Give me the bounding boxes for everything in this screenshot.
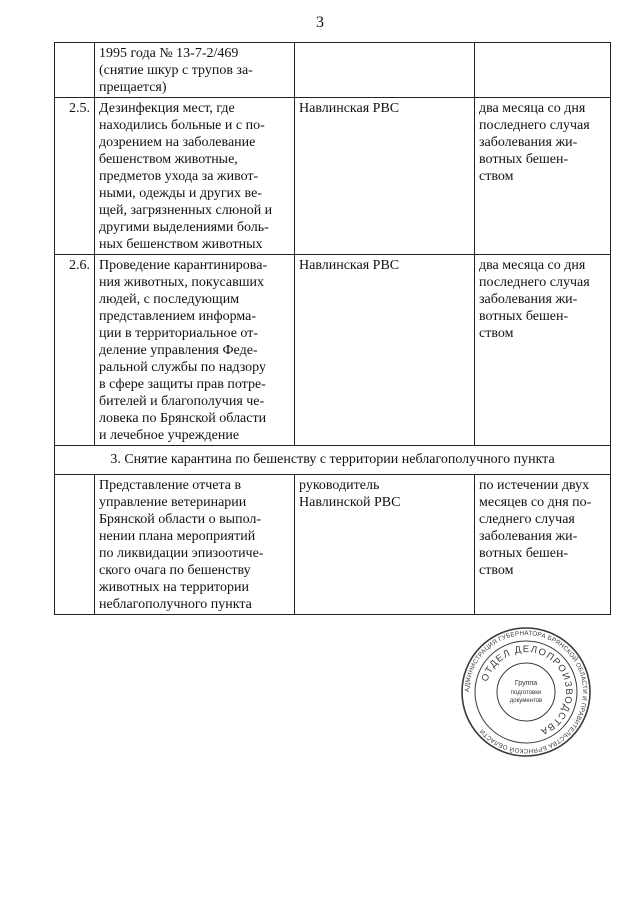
deadline-cell: по истечении двух месяцев со дня по- следнего случая заболевания жи- вотных бешен- ством	[475, 475, 611, 615]
page-number: 3	[316, 14, 324, 31]
table-row	[55, 255, 611, 446]
stamp-center-line-1: Группа	[514, 680, 538, 687]
table-row	[55, 43, 611, 98]
responsible-cell: Навлинская РВС	[295, 98, 475, 255]
measure-cell: Дезинфекция мест, где находились больные и с по- дозрением на заболевание бешенством животные, предметов ухода за живот- ными, одежды и других ве- щей, загрязненных слюной и другими выделениями боль- ных бешенством животных	[95, 98, 295, 255]
table-row	[55, 98, 611, 255]
measure-cell: Проведение карантинирова- ния животных, покусавших людей, с последующим представлением информа- ции в территориальное от- деление управления Феде- ральной службы по надзору в сфере защиты прав потре- бителей и благополучия че- ловека по Брянской области и лечебное учреждение	[95, 255, 295, 446]
measure-cell: Представление отчета в управление ветеринарии Брянской области о выпол- нении плана мероприятий по ликвидации эпизоотиче- ского очага по бешенству животных на территории неблагополучного пункта	[95, 475, 295, 615]
table-row	[55, 475, 611, 615]
department-stamp	[460, 626, 592, 758]
responsible-cell: руководитель Навлинской РВС	[295, 475, 475, 615]
row-number: 2.5.	[55, 98, 95, 255]
stamp-outer-text: АДМИНИСТРАЦИЯ ГУБЕРНАТОРА БРЯНСКОЙ ОБЛАСТИ И ПРАВИТЕЛЬСТВА БРЯНСКОЙ ОБЛАСТИ	[463, 629, 589, 755]
deadline-cell	[475, 43, 611, 98]
stamp-center-line-2: подготовки	[510, 690, 542, 696]
measure-cell: 1995 года № 13-7-2/469 (снятие шкур с трупов за- прещается)	[95, 43, 295, 98]
section-heading-row	[55, 446, 611, 475]
row-number: 2.6.	[55, 255, 95, 446]
measures-table	[54, 42, 611, 615]
row-number	[55, 43, 95, 98]
stamp-center-line-3: документов	[509, 698, 543, 704]
deadline-cell: два месяца со дня последнего случая заболевания жи- вотных бешен- ством	[475, 98, 611, 255]
section-3-title: 3. Снятие карантина по бешенству с территории неблагополучного пункта	[55, 446, 611, 475]
row-number	[55, 475, 95, 615]
deadline-cell: два месяца со дня последнего случая заболевания жи- вотных бешен- ством	[475, 255, 611, 446]
stamp-ring-text: ОТДЕЛ ДЕЛОПРОИЗВОДСТВА	[479, 643, 575, 738]
responsible-cell	[295, 43, 475, 98]
responsible-cell: Навлинская РВС	[295, 255, 475, 446]
